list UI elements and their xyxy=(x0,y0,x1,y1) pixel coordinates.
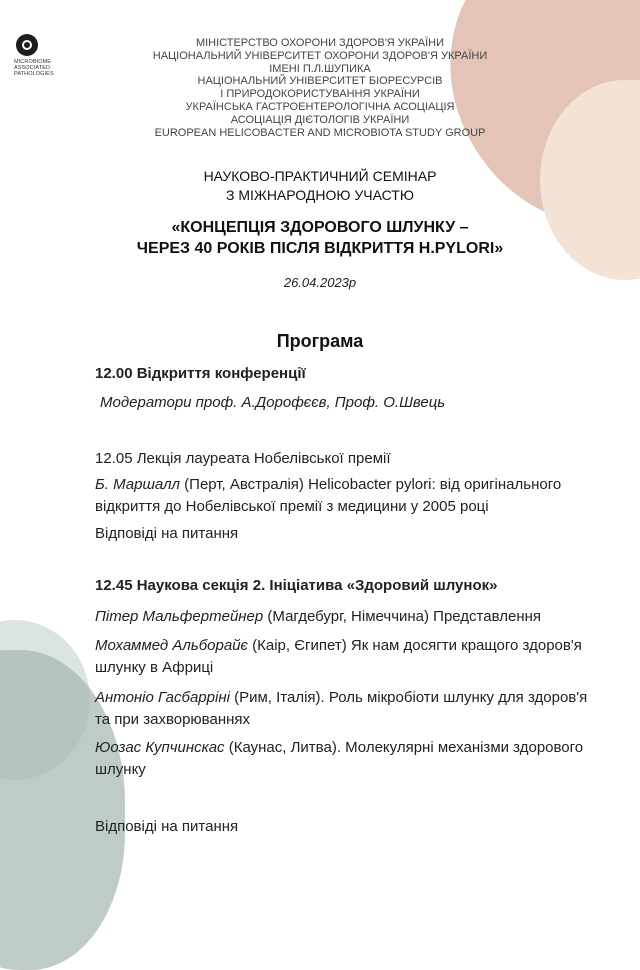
program-opening: 12.00 Відкриття конференції xyxy=(95,365,306,382)
program-qa: Відповіді на питання xyxy=(95,818,239,835)
event-title: «КОНЦЕПЦІЯ ЗДОРОВОГО ШЛУНКУ – ЧЕРЕЗ 40 РОКІВ ПІСЛЯ ВІДКРИТТЯ H.PYLORI» xyxy=(136,219,504,257)
program-talk: Мохаммед Альборайє (Каір, Єгипет) Як нам досягти кращого здоров'я шлунку в Африці xyxy=(95,637,582,676)
organizer-line: ІМЕНІ П.Л.ШУПИКА xyxy=(269,62,371,75)
organizer-line: НАЦІОНАЛЬНИЙ УНІВЕРСИТЕТ ОХОРОНИ ЗДОРОВ'Я УКРАЇНИ xyxy=(152,49,488,62)
organizer-line: МІНІСТЕРСТВО ОХОРОНИ ЗДОРОВ'Я УКРАЇНИ xyxy=(195,37,445,49)
speaker-name: Б. Маршалл xyxy=(95,476,180,493)
program-qa: Відповіді на питання xyxy=(95,525,239,542)
program-talk: Юозас Купчинскас (Каунас, Литва). Молекулярні механізми здорового шлунку xyxy=(95,739,584,778)
program-lecture: 12.05 Лекція лауреата Нобелівської премії xyxy=(95,450,391,467)
speaker-name: Мохаммед Альборайє xyxy=(95,637,248,654)
organizer-line: АСОЦІАЦІЯ ДІЄТОЛОГІВ УКРАЇНИ xyxy=(230,113,410,126)
organizer-line: І ПРИРОДОКОРИСТУВАННЯ УКРАЇНИ xyxy=(220,88,420,101)
event-date: 26.04.2023р xyxy=(283,275,357,290)
organizer-line: НАЦІОНАЛЬНИЙ УНІВЕРСИТЕТ БІОРЕСУРСІВ xyxy=(197,75,443,88)
logo-text: MICROBIOME ASSOCIATED PATHOLOGIES xyxy=(14,59,54,77)
program-marshall: Б. Маршалл (Перт, Австралія) Helicobacter pylori: від оригінального відкриття до Нобелівської премії з медицини у 2005 році xyxy=(95,476,562,515)
seminar-heading: НАУКОВО-ПРАКТИЧНИЙ СЕМІНАР З МІЖНАРОДНОЮ УЧАСТЮ xyxy=(203,168,437,203)
organizer-line: EUROPEAN HELICOBACTER AND MICROBIOTA STUDY GROUP xyxy=(154,126,486,139)
program-moderators: Модератори проф. А.Дорофєєв, Проф. О.Швець xyxy=(100,394,446,411)
speaker-name: Антоніо Гасбарріні xyxy=(95,689,230,706)
logo-icon xyxy=(16,34,38,56)
speaker-name: Юозас Купчинскас xyxy=(95,739,225,756)
organizer-line: УКРАЇНСЬКА ГАСТРОЕНТЕРОЛОГІЧНА АСОЦІАЦІЯ xyxy=(185,100,455,113)
program-heading: Програма xyxy=(276,331,364,351)
organizers-list xyxy=(100,37,540,139)
program-section-2: 12.45 Наукова секція 2. Ініціатива «Здоровий шлунок» xyxy=(95,577,498,594)
program-talk: Пітер Мальфертейнер (Магдебург, Німеччина) Представлення xyxy=(95,608,542,625)
program-talk: Антоніо Гасбарріні (Рим, Італія). Роль мікробіоти шлунку для здоров'я та при захворюваннях xyxy=(95,689,588,728)
speaker-name: Пітер Мальфертейнер xyxy=(95,608,264,625)
logo xyxy=(14,34,74,77)
